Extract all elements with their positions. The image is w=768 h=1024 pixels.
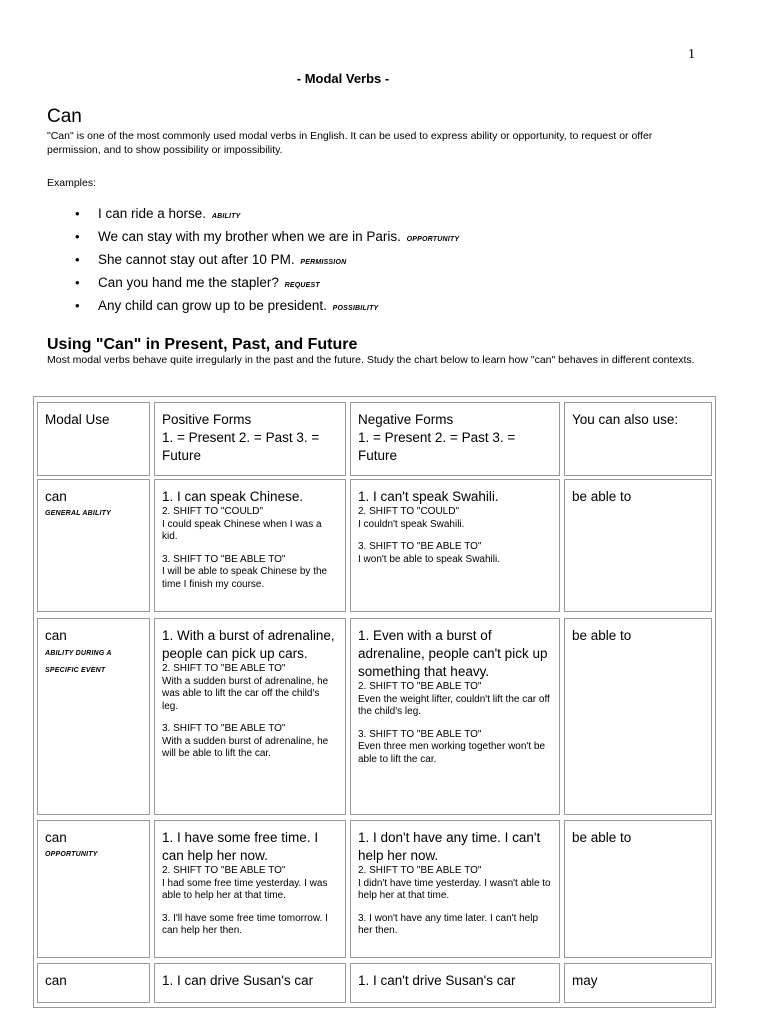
negative-present: 1. I can't drive Susan's car — [358, 973, 516, 988]
positive-present: 1. I can speak Chinese. — [162, 489, 304, 504]
table-cell — [564, 963, 712, 1003]
positive-past: I had some free time yesterday. I was able to help her at that time. — [162, 877, 328, 901]
alternative-form: be able to — [572, 628, 632, 643]
positive-future: 3. I'll have some free time tomorrow. I can help her then. — [162, 912, 328, 936]
table-cell — [564, 479, 712, 612]
document-title: - Modal Verbs - — [296, 71, 390, 86]
header-positive-forms: Positive Forms — [162, 412, 252, 427]
negative-future: Even three men working together won't be able to lift the car. — [358, 741, 546, 765]
list-item — [74, 251, 459, 274]
positive-present: 1. I can drive Susan's car — [162, 973, 314, 988]
usage-tag: OPPORTUNITY — [406, 236, 460, 243]
can-intro-paragraph: "Can" is one of the most commonly used modal verbs in English. It can be used to express ability or opportunity, to request or offer permission, and to show possibility or impossibility. — [47, 130, 653, 156]
usage-tag: OPPORTUNITY — [45, 851, 98, 858]
usage-tag: ABILITY — [211, 213, 241, 220]
modal-word: can — [45, 628, 67, 643]
examples-list — [74, 205, 459, 320]
table-cell — [37, 479, 150, 612]
positive-future: With a sudden burst of adrenaline, he will be able to lift the car. — [162, 735, 329, 759]
usage-tag: POSSIBILITY — [332, 305, 379, 312]
negative-present: 1. Even with a burst of adrenaline, people can't pick up something that heavy. — [358, 628, 548, 679]
modal-word: can — [45, 489, 67, 504]
positive-future: I will be able to speak Chinese by the time I finish my course. — [162, 566, 328, 590]
table-cell — [37, 963, 150, 1003]
negative-past: I couldn't speak Swahili. — [358, 518, 465, 530]
table-cell — [564, 820, 712, 958]
table-cell — [154, 479, 346, 612]
table-header-cell — [37, 402, 150, 476]
positive-present: 1. I have some free time. I can help her now. — [162, 830, 319, 863]
positive-past-label: 2. SHIFT TO "BE ABLE TO" — [162, 865, 286, 876]
alternative-form: may — [572, 973, 598, 988]
usage-tag: REQUEST — [284, 282, 320, 289]
list-item — [74, 205, 459, 228]
table-cell — [350, 820, 560, 958]
negative-future: 3. I won't have any time later. I can't help her then. — [358, 912, 539, 936]
table-cell — [154, 820, 346, 958]
table-cell — [154, 963, 346, 1003]
negative-future: I won't be able to speak Swahili. — [358, 553, 500, 565]
modal-word: can — [45, 830, 67, 845]
header-also-use: You can also use: — [572, 412, 679, 427]
negative-present: 1. I don't have any time. I can't help her now. — [358, 830, 541, 863]
examples-label: Examples: — [47, 177, 97, 189]
negative-future-label: 3. SHIFT TO "BE ABLE TO" — [358, 728, 482, 740]
section-heading-can: Can — [47, 106, 82, 127]
list-item — [74, 228, 459, 251]
positive-past-label: 2. SHIFT TO "BE ABLE TO" — [162, 663, 286, 674]
header-negative-forms: Negative Forms — [358, 412, 454, 427]
negative-present: 1. I can't speak Swahili. — [358, 489, 499, 504]
table-cell — [154, 618, 346, 815]
usage-tag: ABILITY DURING A SPECIFIC EVENT — [45, 650, 112, 674]
negative-future-label: 3. SHIFT TO "BE ABLE TO" — [358, 541, 482, 552]
alternative-form: be able to — [572, 830, 632, 845]
negative-past-label: 2. SHIFT TO "COULD" — [358, 506, 460, 517]
header-modal-use: Modal Use — [45, 412, 110, 427]
positive-future-label: 3. SHIFT TO "BE ABLE TO" — [162, 553, 286, 565]
example-text: We can stay with my brother when we are in Paris. — [98, 229, 401, 244]
negative-past-label: 2. SHIFT TO "BE ABLE TO" — [358, 681, 482, 692]
table-cell — [564, 618, 712, 815]
positive-present: 1. With a burst of adrenaline, people can pick up cars. — [162, 628, 335, 661]
example-text: Any child can grow up to be president. — [98, 298, 327, 313]
table-cell — [350, 479, 560, 612]
example-text: Can you hand me the stapler? — [98, 275, 279, 290]
negative-past-label: 2. SHIFT TO "BE ABLE TO" — [358, 865, 482, 876]
table-cell — [37, 820, 150, 958]
header-positive-legend: 1. = Present 2. = Past 3. = Future — [162, 430, 320, 463]
positive-past-label: 2. SHIFT TO "COULD" — [162, 506, 264, 517]
modal-word: can — [45, 973, 67, 988]
table-header-cell — [154, 402, 346, 476]
example-text: I can ride a horse. — [98, 206, 207, 221]
positive-past: With a sudden burst of adrenaline, he was able to lift the car off the child's leg. — [162, 675, 329, 712]
list-item — [74, 297, 459, 320]
alternative-form: be able to — [572, 489, 632, 504]
section-heading-using-can: Using "Can" in Present, Past, and Future — [47, 336, 358, 353]
header-negative-legend: 1. = Present 2. = Past 3. = Future — [358, 430, 516, 463]
table-header-cell — [564, 402, 712, 476]
list-item — [74, 274, 459, 297]
example-text: She cannot stay out after 10 PM. — [98, 252, 295, 267]
positive-future-label: 3. SHIFT TO "BE ABLE TO" — [162, 723, 286, 734]
negative-past: Even the weight lifter, couldn't lift the car off the child's leg. — [358, 693, 550, 717]
negative-past: I didn't have time yesterday. I wasn't able to help her at that time. — [358, 877, 551, 901]
table-cell — [37, 618, 150, 815]
positive-past: I could speak Chinese when I was a kid. — [162, 518, 322, 542]
page-number: 1 — [688, 47, 695, 62]
table-cell — [350, 618, 560, 815]
using-can-intro-paragraph: Most modal verbs behave quite irregularly in the past and the future. Study the chart below to learn how "can" behaves in different contexts. — [47, 354, 695, 366]
table-cell — [350, 963, 560, 1003]
table-header-cell — [350, 402, 560, 476]
usage-tag: PERMISSION — [300, 259, 347, 266]
usage-tag: GENERAL ABILITY — [45, 510, 112, 517]
